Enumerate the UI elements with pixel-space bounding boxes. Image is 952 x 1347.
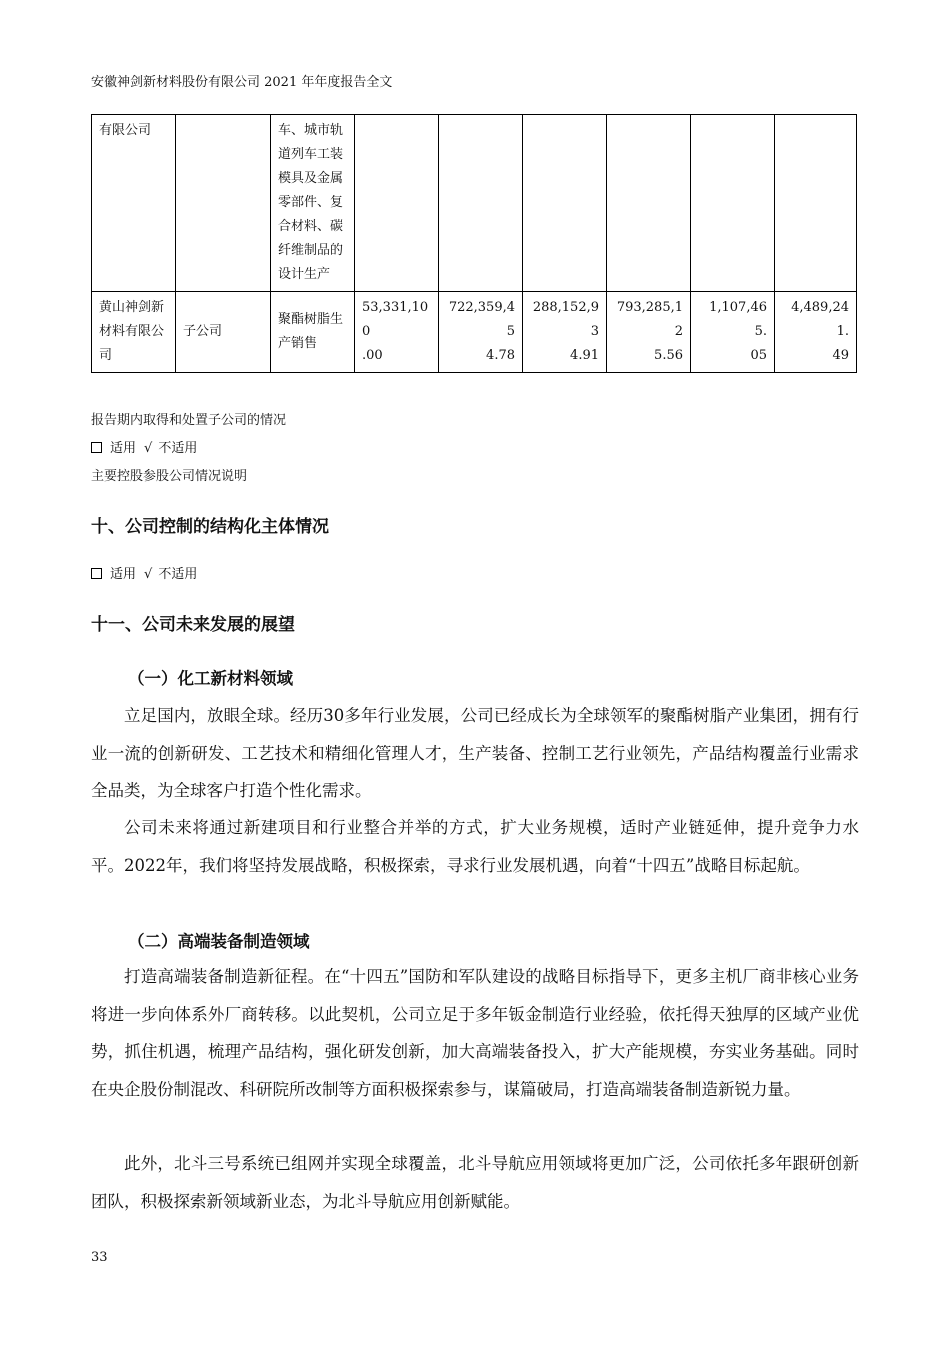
company-name-cell: 有限公司 [92, 115, 176, 292]
page-number: 33 [91, 1250, 108, 1265]
net-profit-cell [775, 292, 857, 373]
net-assets-cell [523, 292, 607, 373]
value-line: 722,359,45 [448, 300, 515, 339]
company-type-cell [176, 115, 271, 292]
table-cell [775, 115, 857, 292]
paragraph: 公司未来将通过新建项目和行业整合并举的方式，扩大业务规模，适时产业链延伸，提升竞争力水平。2022年，我们将坚持发展战略，积极探索，寻求行业发展机遇，向着“十四五”战略目标起航。 [91, 818, 859, 875]
operating-profit-cell [691, 292, 775, 373]
check-mark-icon: √ [144, 441, 153, 456]
total-assets-cell [439, 292, 523, 373]
applicable-label: 适用 [110, 441, 137, 456]
main-business-cell: 车、城市轨道列车工装模具及金属零部件、复合材料、碳纤维制品的设计生产 [271, 115, 355, 292]
value-line: 288,152,93 [532, 300, 599, 339]
table-cell [691, 115, 775, 292]
company-type-cell: 子公司 [176, 292, 271, 373]
value-line: 49 [832, 348, 849, 363]
subsidiary-note: 报告期内取得和处置子公司的情况 [91, 413, 287, 428]
registered-capital-cell [355, 292, 439, 373]
checkbox-icon [91, 568, 102, 579]
not-applicable-label: 不适用 [158, 441, 198, 456]
subsection-heading: （二）高端装备制造领域 [128, 932, 310, 951]
table-cell [355, 115, 439, 292]
value-line: 05 [750, 348, 767, 363]
revenue-cell [607, 292, 691, 373]
value-line: 1,107,465. [709, 300, 767, 339]
check-mark-icon: √ [144, 567, 153, 582]
main-business-cell: 聚酯树脂生产销售 [271, 292, 355, 373]
paragraph: 此外，北斗三号系统已组网并实现全球覆盖，北斗导航应用领域将更加广泛，公司依托多年跟研创新团队，积极探索新领域新业态，为北斗导航应用创新赋能。 [91, 1154, 859, 1211]
subsection-heading: （一）化工新材料领域 [128, 669, 293, 688]
paragraph: 打造高端装备制造新征程。在“十四五”国防和军队建设的战略目标指导下，更多主机厂商非核心业务将进一步向体系外厂商转移。以此契机，公司立足于多年钣金制造行业经验，依托得天独厚的区域产业优势，抓住机遇，梳理产品结构，强化研发创新，加大高端装备投入，扩大产能规模，夯实业务基础。同时在央企股份制混改、科研院所改制等方面积极探索参与，谋篇破局，打造高端装备制造新锐力量。 [91, 967, 859, 1099]
subsidiary-table [91, 114, 857, 373]
value-line: 4,489,241. [791, 300, 849, 339]
paragraph: 立足国内，放眼全球。经历30多年行业发展，公司已经成长为全球领军的聚酯树脂产业集团，拥有行业一流的创新研发、工艺技术和精细化管理人才，生产装备、控制工艺行业领先，产品结构覆盖行业需求全品类，为全球客户打造个性化需求。 [91, 706, 859, 800]
company-name-cell: 黄山神剑新材料有限公司 [92, 292, 176, 373]
holding-note: 主要控股参股公司情况说明 [91, 469, 248, 484]
document-header: 安徽神剑新材料股份有限公司 2021 年年度报告全文 [91, 75, 393, 90]
value-line: 4.91 [570, 348, 599, 363]
table-cell [523, 115, 607, 292]
section-heading: 十一、公司未来发展的展望 [91, 615, 295, 635]
table-cell [607, 115, 691, 292]
applicability-option [91, 563, 197, 582]
section-heading: 十、公司控制的结构化主体情况 [91, 517, 329, 537]
value-line: 53,331,100 [362, 300, 429, 339]
table-cell [439, 115, 523, 292]
applicable-label: 适用 [110, 567, 137, 582]
value-line: 793,285,12 [616, 300, 683, 339]
table-row [92, 292, 857, 373]
applicability-option [91, 437, 197, 456]
value-line: 4.78 [486, 348, 515, 363]
value-line: .00 [362, 348, 383, 363]
checkbox-icon [91, 442, 102, 453]
table-row [92, 115, 857, 292]
value-line: 5.56 [654, 348, 683, 363]
not-applicable-label: 不适用 [158, 567, 198, 582]
